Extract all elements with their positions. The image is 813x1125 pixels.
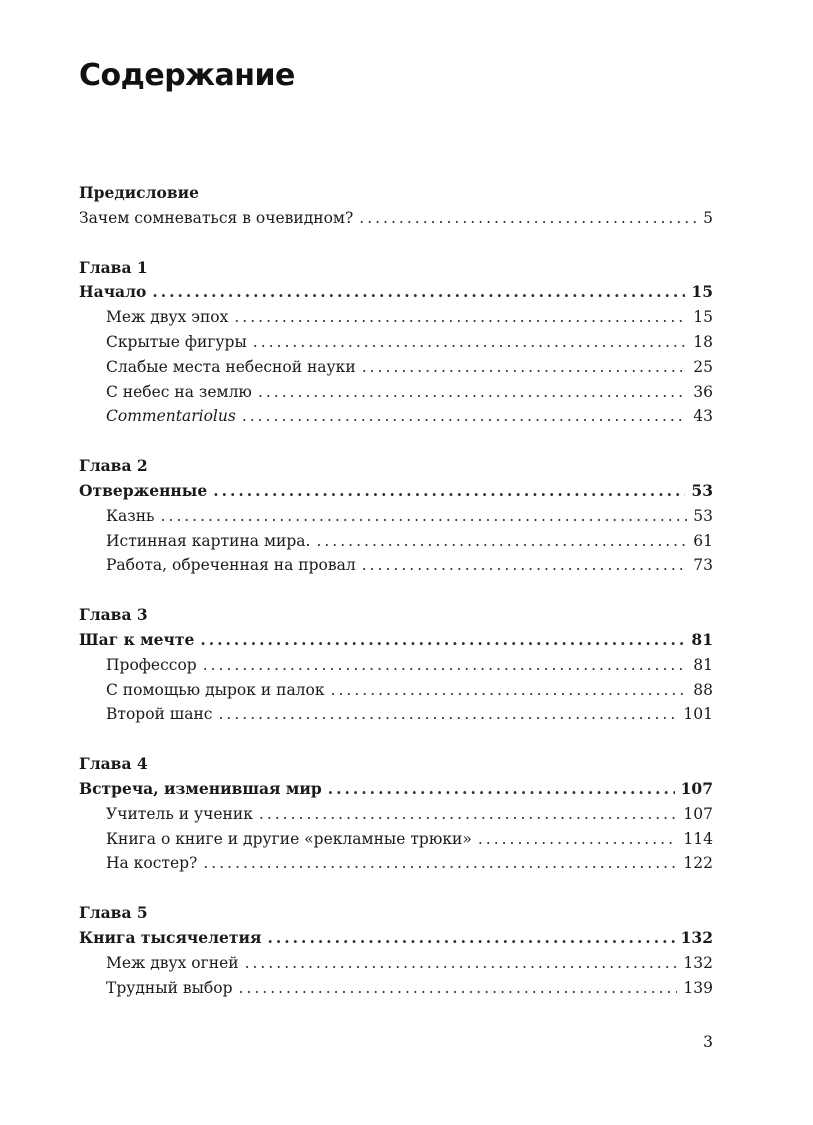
- toc-entry-label: На костер?: [106, 854, 198, 873]
- toc-entry-page: 18: [693, 332, 713, 351]
- chapter-page: 81: [691, 629, 713, 649]
- page-title: Содержание: [79, 58, 295, 93]
- chapter-section: [79, 603, 713, 727]
- chapter-number-label: Глава 4: [79, 754, 148, 774]
- dot-leader: [234, 305, 687, 330]
- chapter-section: [79, 752, 713, 876]
- dot-leader: [258, 380, 687, 405]
- toc-entry-subsection[interactable]: [79, 802, 713, 827]
- chapter-section: [79, 901, 713, 1000]
- chapter-number: [79, 901, 713, 926]
- chapter-number: [79, 454, 713, 479]
- toc-entry-chapter[interactable]: [79, 628, 713, 653]
- dot-leader: [200, 628, 685, 653]
- toc-entry-label: Меж двух эпох: [106, 308, 229, 327]
- toc-entry-chapter[interactable]: [79, 479, 713, 504]
- toc-entry-subsection[interactable]: [79, 380, 713, 405]
- chapter-number-label: Глава 3: [79, 605, 148, 625]
- toc-entry-page: 43: [693, 407, 713, 426]
- toc-entry-label: Меж двух огней: [106, 953, 239, 972]
- chapter-number: [79, 752, 713, 777]
- dot-leader: [213, 479, 685, 504]
- dot-leader: [267, 926, 674, 951]
- toc-entry-label: Работа, обреченная на провал: [106, 556, 356, 575]
- toc-entry-subsection[interactable]: [79, 851, 713, 876]
- preface-section: [79, 181, 713, 231]
- toc-entry-label: Учитель и ученик: [106, 804, 253, 823]
- dot-leader: [152, 280, 685, 305]
- dot-leader: [362, 553, 688, 578]
- dot-leader: [245, 951, 678, 976]
- toc-entry-label: Скрытые фигуры: [106, 332, 247, 351]
- toc-entry-label: Трудный выбор: [106, 978, 233, 997]
- chapter-number-label: Глава 5: [79, 903, 148, 923]
- dot-leader: [242, 404, 687, 429]
- dot-leader: [362, 355, 688, 380]
- toc-entry-subsection[interactable]: [79, 330, 713, 355]
- chapter-section: [79, 256, 713, 430]
- toc-entry-subsection[interactable]: [79, 678, 713, 703]
- toc-entry-page: 122: [683, 854, 713, 873]
- toc-entry-page: 25: [693, 357, 713, 376]
- toc-entry-page: 88: [693, 680, 713, 699]
- toc-entry-subsection[interactable]: [79, 305, 713, 330]
- chapter-page: 15: [691, 282, 713, 302]
- toc-entry-page: 114: [683, 829, 713, 848]
- chapter-section: [79, 454, 713, 578]
- chapter-title: Книга тысячелетия: [79, 927, 262, 947]
- chapter-page: 132: [680, 927, 713, 947]
- toc-entry-subsection[interactable]: [79, 827, 713, 852]
- chapter-number: [79, 256, 713, 281]
- toc-entry-page: 132: [683, 953, 713, 972]
- toc-entry-chapter[interactable]: [79, 926, 713, 951]
- toc-entry-page: 73: [693, 556, 713, 575]
- toc-entry-label: С помощью дырок и палок: [106, 680, 325, 699]
- dot-leader: [253, 330, 687, 355]
- dot-leader: [328, 777, 675, 802]
- toc-entry-chapter[interactable]: [79, 280, 713, 305]
- dot-leader: [203, 851, 677, 876]
- toc-entry-preface[interactable]: [79, 206, 713, 231]
- toc-entry-label: Казнь: [106, 506, 155, 525]
- chapter-title: Начало: [79, 282, 147, 302]
- toc-entry-subsection[interactable]: [79, 951, 713, 976]
- chapter-page: 107: [680, 778, 713, 798]
- toc-entry-page: 139: [683, 978, 713, 997]
- dot-leader: [218, 702, 677, 727]
- dot-leader: [160, 504, 687, 529]
- toc-entry-subsection[interactable]: [79, 702, 713, 727]
- dot-leader: [259, 802, 678, 827]
- dot-leader: [331, 678, 688, 703]
- toc-entry-page: 53: [693, 506, 713, 525]
- toc-entry-label: Слабые места небесной науки: [106, 357, 356, 376]
- toc-entry-page: 36: [693, 382, 713, 401]
- chapter-number-label: Глава 2: [79, 456, 148, 476]
- preface-heading-label: Предисловие: [79, 183, 199, 202]
- toc-entry-page: 81: [693, 655, 713, 674]
- chapter-number-label: Глава 1: [79, 257, 148, 277]
- preface-heading: [79, 181, 713, 206]
- toc-entry-page: 5: [703, 208, 713, 227]
- chapter-title: Встреча, изменившая мир: [79, 778, 322, 798]
- toc-entry-label: Commentariolus: [106, 407, 236, 426]
- toc-entry-subsection[interactable]: [79, 504, 713, 529]
- toc-entry-page: 15: [693, 308, 713, 327]
- chapter-title: Отверженные: [79, 480, 208, 500]
- table-of-contents: [79, 181, 713, 1025]
- dot-leader: [478, 827, 678, 852]
- toc-entry-label: С небес на землю: [106, 382, 252, 401]
- chapters-list: [79, 256, 713, 1001]
- chapter-title: Шаг к мечте: [79, 629, 195, 649]
- toc-entry-subsection[interactable]: [79, 976, 713, 1001]
- dot-leader: [359, 206, 697, 231]
- toc-entry-chapter[interactable]: [79, 777, 713, 802]
- toc-entry-page: 101: [683, 705, 713, 724]
- chapter-page: 53: [691, 480, 713, 500]
- page-number: 3: [703, 1033, 713, 1051]
- dot-leader: [203, 653, 688, 678]
- toc-entry-subsection[interactable]: [79, 529, 713, 554]
- toc-entry-page: 107: [683, 804, 713, 823]
- toc-entry-subsection[interactable]: [79, 653, 713, 678]
- toc-entry-label: Второй шанс: [106, 705, 213, 724]
- toc-entry-page: 61: [693, 531, 713, 550]
- dot-leader: [316, 529, 687, 554]
- toc-entry-subsection[interactable]: [79, 404, 713, 429]
- toc-entry-label: Зачем сомневаться в очевидном?: [79, 208, 354, 227]
- toc-entry-label: Профессор: [106, 655, 197, 674]
- toc-entry-label: Истинная картина мира.: [106, 531, 311, 550]
- dot-leader: [239, 976, 678, 1001]
- toc-entry-label: Книга о книге и другие «рекламные трюки»: [106, 829, 472, 848]
- toc-entry-subsection[interactable]: [79, 553, 713, 578]
- toc-entry-subsection[interactable]: [79, 355, 713, 380]
- chapter-number: [79, 603, 713, 628]
